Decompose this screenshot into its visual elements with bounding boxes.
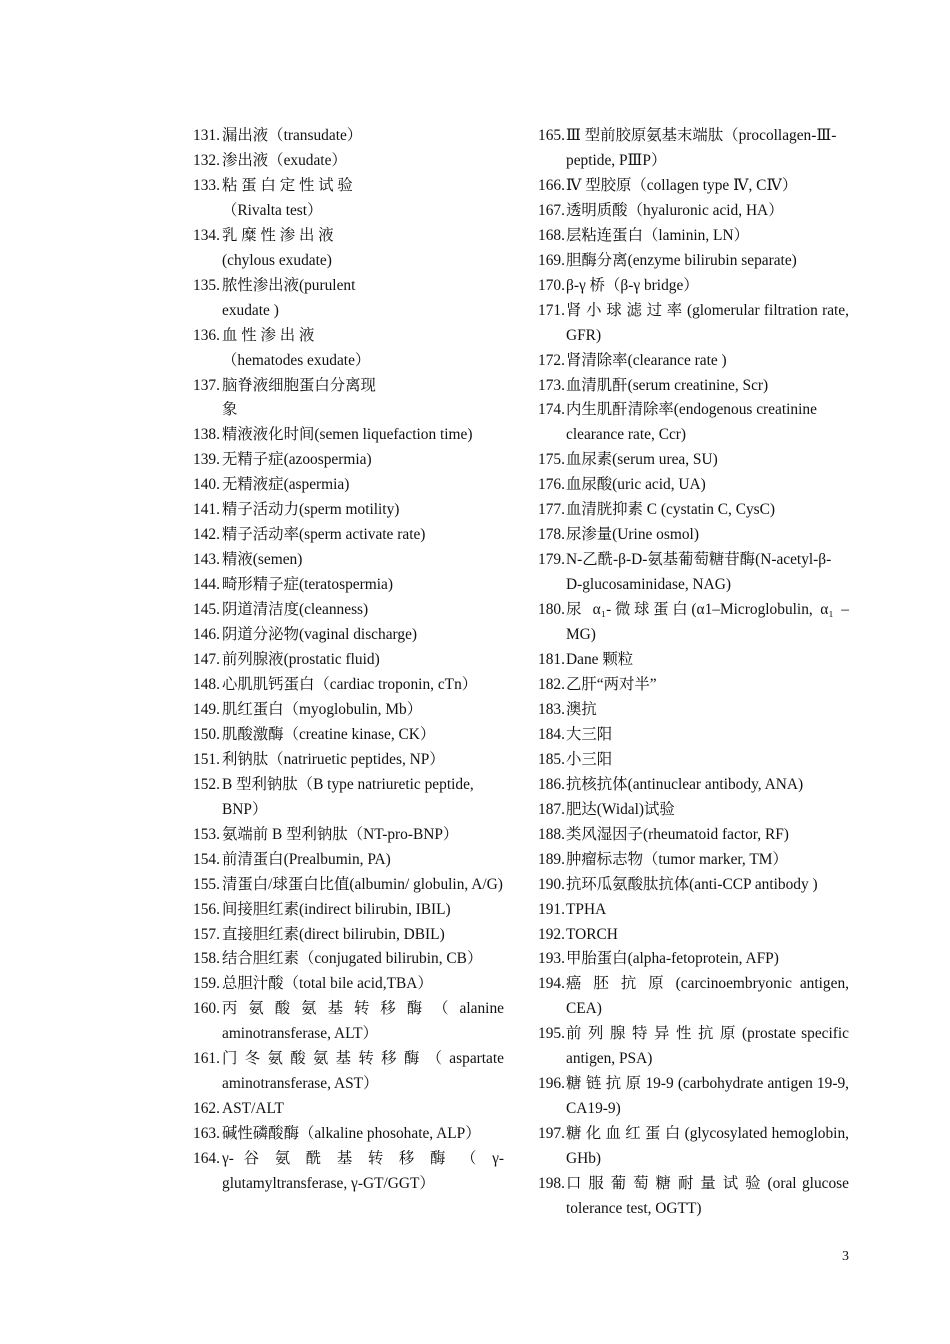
glossary-entry xyxy=(193,698,504,723)
entry-term: 精子活动力(sperm motility) xyxy=(222,501,400,519)
entry-number: 186. xyxy=(538,775,565,793)
glossary-entry xyxy=(538,398,849,448)
entry-number: 193. xyxy=(538,950,565,968)
entry-term: 清蛋白/球蛋白比值(albumin/ globulin, A/G) xyxy=(222,875,503,893)
entry-term: 乙肝“两对半” xyxy=(566,675,657,693)
entry-term: 无精液症(aspermia) xyxy=(222,476,350,494)
glossary-entry xyxy=(538,299,849,349)
entry-number: 188. xyxy=(538,825,565,843)
entry-number: 155. xyxy=(193,875,220,893)
glossary-entry xyxy=(538,972,849,1022)
entry-term: 直接胆红素(direct bilirubin, DBIL) xyxy=(222,925,445,943)
entry-term: 门 冬 氨 酸 氨 基 转 移 酶 （ aspartate aminotransferase, AST） xyxy=(222,1050,504,1093)
entry-number: 195. xyxy=(538,1025,565,1043)
entry-term: 渗出液（exudate） xyxy=(222,151,347,169)
glossary-entry xyxy=(538,898,849,923)
glossary-entry xyxy=(193,823,504,848)
glossary-entry xyxy=(193,848,504,873)
entry-term: 血尿酸(uric acid, UA) xyxy=(566,476,706,494)
entry-number: 157. xyxy=(193,925,220,943)
entry-number: 150. xyxy=(193,725,220,743)
glossary-entry xyxy=(538,199,849,224)
entry-term: 脓性渗出液(purulent exudate ) xyxy=(222,276,356,319)
entry-number: 134. xyxy=(193,226,220,244)
glossary-entry xyxy=(193,598,504,623)
entry-term: 畸形精子症(teratospermia) xyxy=(222,576,393,594)
glossary-entry xyxy=(538,648,849,673)
entry-term: 血尿素(serum urea, SU) xyxy=(566,451,718,469)
entry-term: 结合胆红素（conjugated bilirubin, CB） xyxy=(222,950,483,968)
entry-term: 心肌肌钙蛋白（cardiac troponin, cTn） xyxy=(222,675,478,693)
entry-term: 类风湿因子(rheumatoid factor, RF) xyxy=(566,825,789,843)
entry-term: 肾清除率(clearance rate ) xyxy=(566,351,727,369)
entry-term: B 型利钠肽（B type natriuretic peptide, BNP） xyxy=(222,775,474,818)
entry-number: 169. xyxy=(538,251,565,269)
entry-number: 144. xyxy=(193,576,220,594)
entry-term: 小三阳 xyxy=(566,750,613,768)
glossary-entry xyxy=(193,174,504,224)
entry-number: 158. xyxy=(193,950,220,968)
glossary-entry xyxy=(538,748,849,773)
entry-number: 131. xyxy=(193,127,220,144)
glossary-entry xyxy=(193,473,504,498)
glossary-entry xyxy=(193,498,504,523)
glossary-entry xyxy=(538,823,849,848)
glossary-entry xyxy=(193,573,504,598)
glossary-entry xyxy=(193,1047,504,1097)
entry-number: 154. xyxy=(193,850,220,868)
glossary-entry xyxy=(193,873,504,898)
right-column xyxy=(538,124,849,1222)
entry-term: 利钠肽（natriruetic peptides, NP） xyxy=(222,750,445,768)
glossary-entry xyxy=(538,448,849,473)
entry-term: 胆酶分离(enzyme bilirubin separate) xyxy=(566,251,797,269)
entry-number: 141. xyxy=(193,501,220,519)
entry-term: 精液液化时间(semen liquefaction time) xyxy=(222,426,473,444)
glossary-entry xyxy=(538,548,849,598)
entry-number: 140. xyxy=(193,476,220,494)
entry-term: 血清肌酐(serum creatinine, Scr) xyxy=(566,376,769,394)
entry-number: 166. xyxy=(538,176,565,194)
entry-number: 132. xyxy=(193,151,220,169)
glossary-entry xyxy=(538,723,849,748)
entry-term: 大三阳 xyxy=(566,725,613,743)
entry-number: 187. xyxy=(538,800,565,818)
entry-number: 190. xyxy=(538,875,565,893)
glossary-entry xyxy=(193,773,504,823)
entry-number: 162. xyxy=(193,1100,220,1118)
glossary-entry xyxy=(538,1122,849,1172)
entry-number: 197. xyxy=(538,1125,565,1143)
glossary-entry xyxy=(538,174,849,199)
entry-number: 167. xyxy=(538,201,565,219)
entry-number: 191. xyxy=(538,900,565,918)
glossary-entry xyxy=(538,698,849,723)
entry-term: 糖 化 血 红 蛋 白 (glycosylated hemoglobin, GHb) xyxy=(566,1125,849,1168)
glossary-entry xyxy=(193,423,504,448)
entry-term: Ⅲ 型前胶原氨基末端肽（procollagen-Ⅲ-peptide, PⅢP） xyxy=(566,127,837,169)
glossary-entry xyxy=(538,249,849,274)
entry-term: 无精子症(azoospermia) xyxy=(222,451,372,469)
entry-term: 间接胆红素(indirect bilirubin, IBIL) xyxy=(222,900,451,918)
entry-number: 170. xyxy=(538,276,565,294)
entry-term: 粘 蛋 白 定 性 试 验 （Rivalta test） xyxy=(222,176,353,219)
entry-term: 尿渗量(Urine osmol) xyxy=(566,526,699,544)
entry-term: 尿 α₁-微球蛋白(α1–Microglobulin, α₁ – MG) xyxy=(566,601,849,644)
entry-number: 161. xyxy=(193,1050,220,1068)
entry-term: TPHA xyxy=(566,900,607,918)
entry-term: 阴道分泌物(vaginal discharge) xyxy=(222,626,418,644)
entry-term: β-γ 桥（β-γ bridge） xyxy=(566,276,699,294)
entry-number: 164. xyxy=(193,1150,220,1168)
entry-number: 183. xyxy=(538,700,565,718)
entry-number: 174. xyxy=(538,401,565,419)
entry-term: 肿瘤标志物（tumor marker, TM） xyxy=(566,850,788,868)
glossary-entry xyxy=(538,349,849,374)
glossary-entry xyxy=(538,1172,849,1222)
entry-term: AST/ALT xyxy=(222,1100,284,1118)
entry-term: 前列腺液(prostatic fluid) xyxy=(222,651,380,669)
entry-number: 159. xyxy=(193,975,220,993)
glossary-entry xyxy=(538,848,849,873)
entry-number: 189. xyxy=(538,850,565,868)
entry-number: 149. xyxy=(193,700,220,718)
entry-number: 177. xyxy=(538,501,565,519)
entry-term: 澳抗 xyxy=(566,700,597,718)
glossary-entry xyxy=(538,274,849,299)
entry-term: 层粘连蛋白（laminin, LN） xyxy=(566,226,749,244)
entry-number: 165. xyxy=(538,127,565,144)
entry-number: 163. xyxy=(193,1125,220,1143)
entry-number: 152. xyxy=(193,775,220,793)
entry-term: 透明质酸（hyaluronic acid, HA） xyxy=(566,201,784,219)
entry-number: 168. xyxy=(538,226,565,244)
entry-number: 145. xyxy=(193,601,220,619)
entry-number: 160. xyxy=(193,1000,220,1018)
entry-term: 肌红蛋白（myoglobulin, Mb） xyxy=(222,700,423,718)
glossary-entry xyxy=(538,374,849,399)
left-column xyxy=(193,124,504,1197)
glossary-entry xyxy=(193,149,504,174)
glossary-entry xyxy=(193,648,504,673)
glossary-entry xyxy=(193,623,504,648)
entry-number: 176. xyxy=(538,476,565,494)
glossary-entry xyxy=(193,324,504,374)
entry-term: 精子活动率(sperm activate rate) xyxy=(222,526,426,544)
entry-term: 氨端前 B 型利钠肽（NT-pro-BNP） xyxy=(222,825,459,843)
entry-term: 乳 糜 性 渗 出 液 (chylous exudate) xyxy=(222,226,334,269)
glossary-entry xyxy=(193,1122,504,1147)
glossary-entry xyxy=(538,673,849,698)
entry-term: 抗环瓜氨酸肽抗体(anti-CCP antibody ) xyxy=(566,875,818,893)
glossary-entry xyxy=(193,673,504,698)
entry-number: 139. xyxy=(193,451,220,469)
entry-term: 甲胎蛋白(alpha-fetoprotein, AFP) xyxy=(566,950,779,968)
entry-number: 146. xyxy=(193,626,220,644)
entry-number: 181. xyxy=(538,651,565,669)
glossary-entry xyxy=(538,124,849,174)
entry-term: 抗核抗体(antinuclear antibody, ANA) xyxy=(566,775,804,793)
entry-number: 179. xyxy=(538,551,565,569)
entry-term: 阴道清洁度(cleanness) xyxy=(222,601,369,619)
glossary-entry xyxy=(193,124,504,149)
entry-term: 漏出液（transudate） xyxy=(222,127,363,144)
entry-term: 血清胱抑素 C (cystatin C, CysC) xyxy=(566,501,776,519)
glossary-entry xyxy=(193,1097,504,1122)
entry-number: 136. xyxy=(193,326,220,344)
entry-term: Ⅳ 型胶原（collagen type Ⅳ, CⅣ） xyxy=(566,176,798,194)
entry-number: 171. xyxy=(538,301,565,319)
entry-term: 肌酸激酶（creatine kinase, CK） xyxy=(222,725,436,743)
glossary-entry xyxy=(538,947,849,972)
entry-number: 151. xyxy=(193,750,220,768)
entry-number: 172. xyxy=(538,351,565,369)
glossary-entry xyxy=(193,548,504,573)
entry-term: 血 性 渗 出 液 （hematodes exudate） xyxy=(222,326,371,369)
glossary-entry xyxy=(538,224,849,249)
entry-term: 肥达(Widal)试验 xyxy=(566,800,675,818)
glossary-entry xyxy=(193,923,504,948)
glossary-entry xyxy=(538,598,849,648)
page-number: 3 xyxy=(842,1249,849,1264)
entry-term: 内生肌酐清除率(endogenous creatinine clearance rate, Ccr) xyxy=(566,401,817,444)
glossary-entry xyxy=(538,773,849,798)
glossary-entry xyxy=(538,798,849,823)
entry-number: 142. xyxy=(193,526,220,544)
entry-number: 138. xyxy=(193,426,220,444)
glossary-entry xyxy=(193,523,504,548)
entry-number: 156. xyxy=(193,900,220,918)
entry-term: Dane 颗粒 xyxy=(566,651,634,669)
entry-number: 173. xyxy=(538,376,565,394)
glossary-entry xyxy=(193,374,504,424)
entry-term: 前 列 腺 特 异 性 抗 原 (prostate specific antigen, PSA) xyxy=(566,1025,849,1068)
entry-term: N-乙酰-β-D-氨基葡萄糖苷酶(N-acetyl-β- D-glucosaminidase, NAG) xyxy=(566,551,832,594)
entry-term: TORCH xyxy=(566,925,618,943)
entry-term: 口 服 葡 萄 糖 耐 量 试 验 (oral glucose tolerance test, OGTT) xyxy=(566,1175,849,1217)
glossary-entry xyxy=(538,1072,849,1122)
entry-number: 194. xyxy=(538,975,565,993)
entry-number: 175. xyxy=(538,451,565,469)
entry-number: 153. xyxy=(193,825,220,843)
glossary-entry xyxy=(538,473,849,498)
glossary-entry xyxy=(193,947,504,972)
entry-number: 192. xyxy=(538,925,565,943)
entry-term: γ- 谷 氨 酰 基 转 移 酶 （ γ-glutamyltransferase, γ-GT/GGT） xyxy=(222,1150,504,1193)
entry-term: 癌 胚 抗 原 (carcinoembryonic antigen, CEA) xyxy=(566,975,849,1018)
entry-number: 135. xyxy=(193,276,220,294)
glossary-entry xyxy=(538,873,849,898)
glossary-entry xyxy=(193,1147,504,1197)
entry-number: 180. xyxy=(538,601,565,619)
glossary-entry xyxy=(193,448,504,473)
entry-term: 前清蛋白(Prealbumin, PA) xyxy=(222,850,391,868)
glossary-entry xyxy=(538,523,849,548)
entry-number: 143. xyxy=(193,551,220,569)
entry-number: 178. xyxy=(538,526,565,544)
glossary-entry xyxy=(193,723,504,748)
glossary-entry xyxy=(538,1022,849,1072)
entry-term: 总胆汁酸（total bile acid,TBA） xyxy=(222,975,433,993)
entry-number: 198. xyxy=(538,1175,565,1193)
entry-number: 185. xyxy=(538,750,565,768)
entry-term: 丙 氨 酸 氨 基 转 移 酶 （ alanine aminotransferase, ALT） xyxy=(222,1000,504,1043)
entry-term: 精液(semen) xyxy=(222,551,303,569)
entry-number: 133. xyxy=(193,176,220,194)
glossary-entry xyxy=(193,997,504,1047)
entry-number: 148. xyxy=(193,675,220,693)
glossary-entry xyxy=(193,274,504,324)
entry-term: 碱性磷酸酶（alkaline phosohate, ALP） xyxy=(222,1125,481,1143)
entry-term: 脑脊液细胞蛋白分离现象 xyxy=(222,376,376,419)
glossary-entry xyxy=(193,898,504,923)
glossary-entry xyxy=(193,972,504,997)
entry-term: 肾 小 球 滤 过 率 (glomerular filtration rate, GFR) xyxy=(566,301,849,344)
glossary-entry xyxy=(193,748,504,773)
entry-number: 137. xyxy=(193,376,220,394)
entry-number: 196. xyxy=(538,1075,565,1093)
entry-number: 147. xyxy=(193,651,220,669)
glossary-entry xyxy=(538,923,849,948)
entry-term: 糖 链 抗 原 19-9 (carbohydrate antigen 19-9, CA19-9) xyxy=(566,1075,849,1118)
glossary-entry xyxy=(538,498,849,523)
entry-number: 182. xyxy=(538,675,565,693)
glossary-entry xyxy=(193,224,504,274)
entry-number: 184. xyxy=(538,725,565,743)
